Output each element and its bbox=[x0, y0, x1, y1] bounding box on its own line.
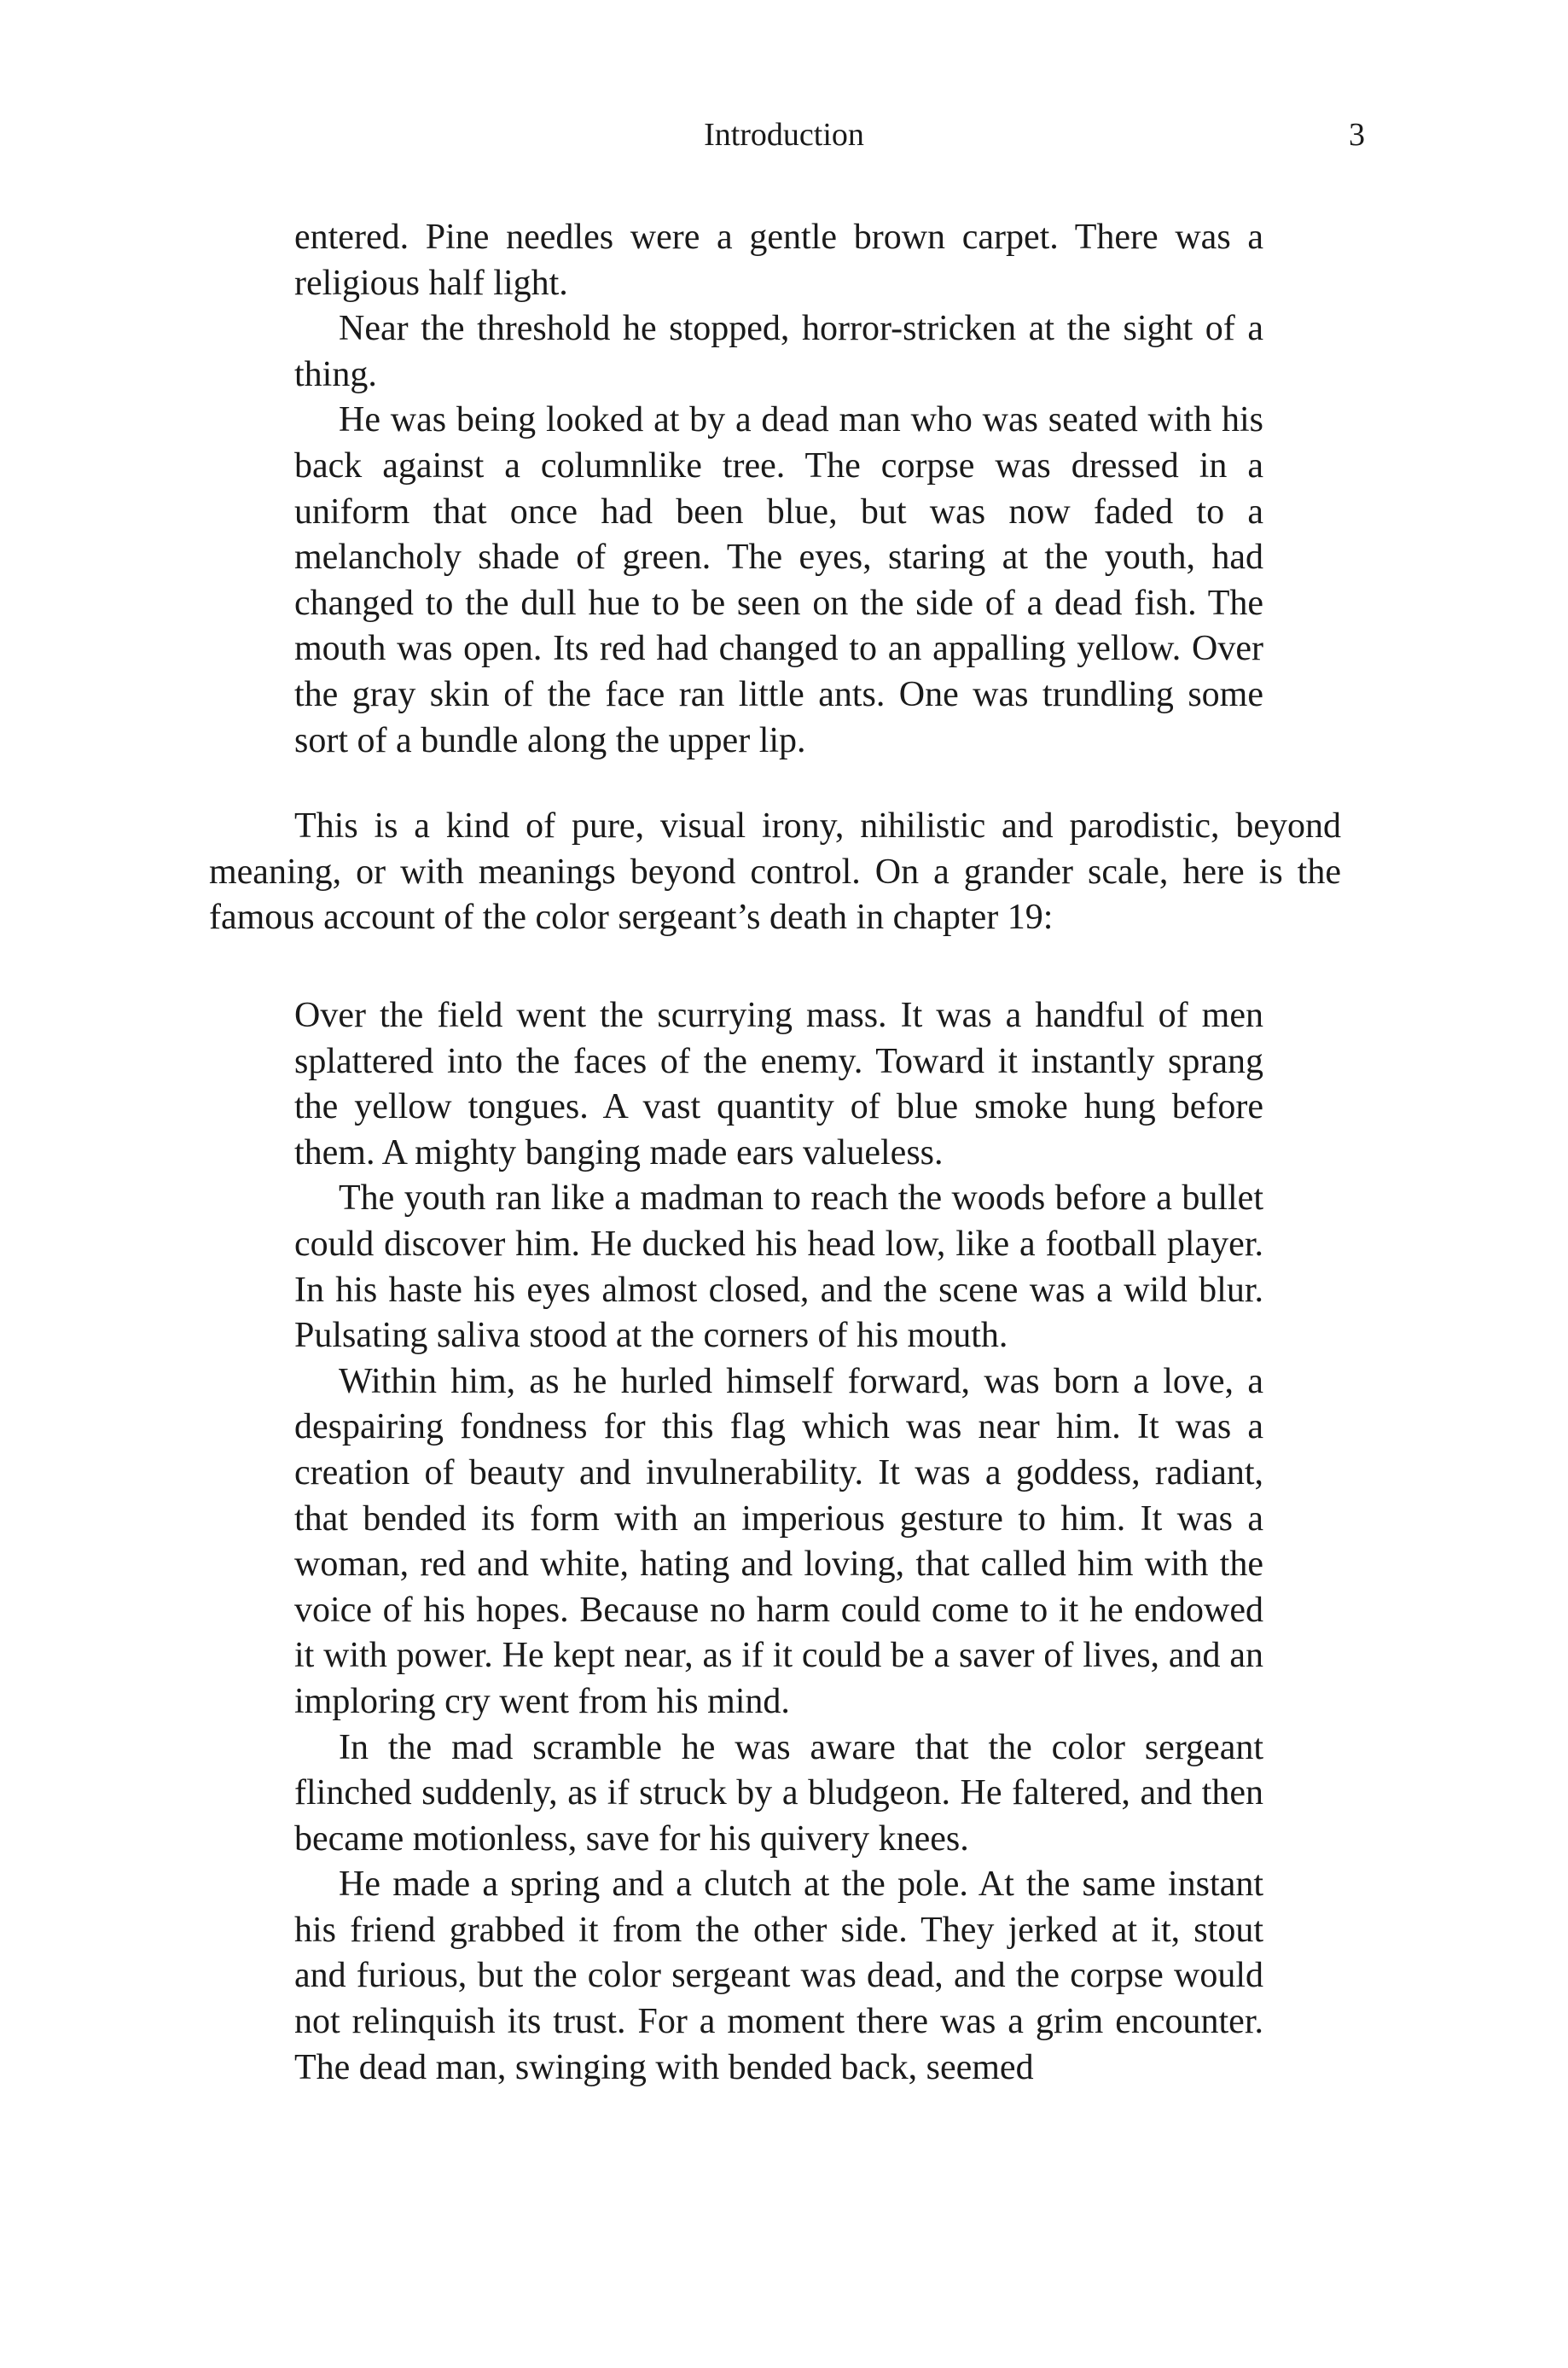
block-quote-dead-man bbox=[294, 215, 1263, 764]
running-head-title: Introduction bbox=[704, 117, 864, 153]
quote-2-paragraph-4: In the mad scramble he was aware that the color sergeant flinched suddenly, as if struck by a bludgeon. He faltered, and then became motionless, save for his quivery knees. bbox=[294, 1727, 1263, 1859]
quote-2-paragraph-2: The youth ran like a madman to reach the woods before a bullet could discover him. He ducked his head low, like a football player. In his haste his eyes almost closed, and the scene was a wild blur. Pulsating saliva stood at the corners of his mouth. bbox=[294, 1178, 1263, 1356]
running-head bbox=[0, 109, 1568, 160]
body-paragraph bbox=[209, 804, 1341, 941]
quote-1-paragraph-1: entered. Pine needles were a gentle brown carpet. There was a religious half light. bbox=[294, 218, 1263, 303]
block-quote-color-sergeant bbox=[294, 993, 1263, 2091]
quote-2-paragraph-3: Within him, as he hurled himself forward, was born a love, a despairing fondness for this flag which was near him. It was a creation of beauty and invulnerability. It was a goddess, radiant, that bended its form with an imperious gesture to him. It was a woman, red and white, hating and loving, that called him with the voice of his hopes. Because no harm could come to it he endowed it with power. He kept near, as if it could be a saver of lives, and an imploring cry went from his mind. bbox=[294, 1361, 1263, 1721]
page-number: 3 bbox=[1349, 117, 1365, 153]
quote-2-paragraph-1: Over the field went the scurrying mass. It was a handful of men splattered into the faces of the enemy. Toward it instantly sprang the yellow tongues. A vast quantity of blue smoke hung before them. A mighty banging made ears valueless. bbox=[294, 996, 1263, 1172]
quote-1-paragraph-2: Near the threshold he stopped, horror-stricken at the sight of a thing. bbox=[294, 309, 1263, 394]
body-paragraph-text: This is a kind of pure, visual irony, nihilistic and parodistic, beyond meaning, or with meanings beyond control. On a grander scale, here is the famous account of the color sergeant’s death in chapter 19: bbox=[209, 806, 1341, 938]
quote-1-paragraph-3: He was being looked at by a dead man who was seated with his back against a columnlike tree. The corpse was dressed in a uniform that once had been blue, but was now faded to a melancholy shade of green. The eyes, staring at the youth, had changed to the dull hue to be seen on the side of a dead fish. The mouth was open. Its red had changed to an appalling yellow. Over the gray skin of the face ran little ants. One was trundling some sort of a bundle along the upper lip. bbox=[294, 400, 1263, 760]
quote-2-paragraph-5: He made a spring and a clutch at the pole. At the same instant his friend grabbed it from the other side. They jerked at it, stout and furious, but the color sergeant was dead, and the corpse would not relinquish its trust. For a moment there was a grim encounter. The dead man, swinging with bended back, seemed bbox=[294, 1865, 1263, 2087]
